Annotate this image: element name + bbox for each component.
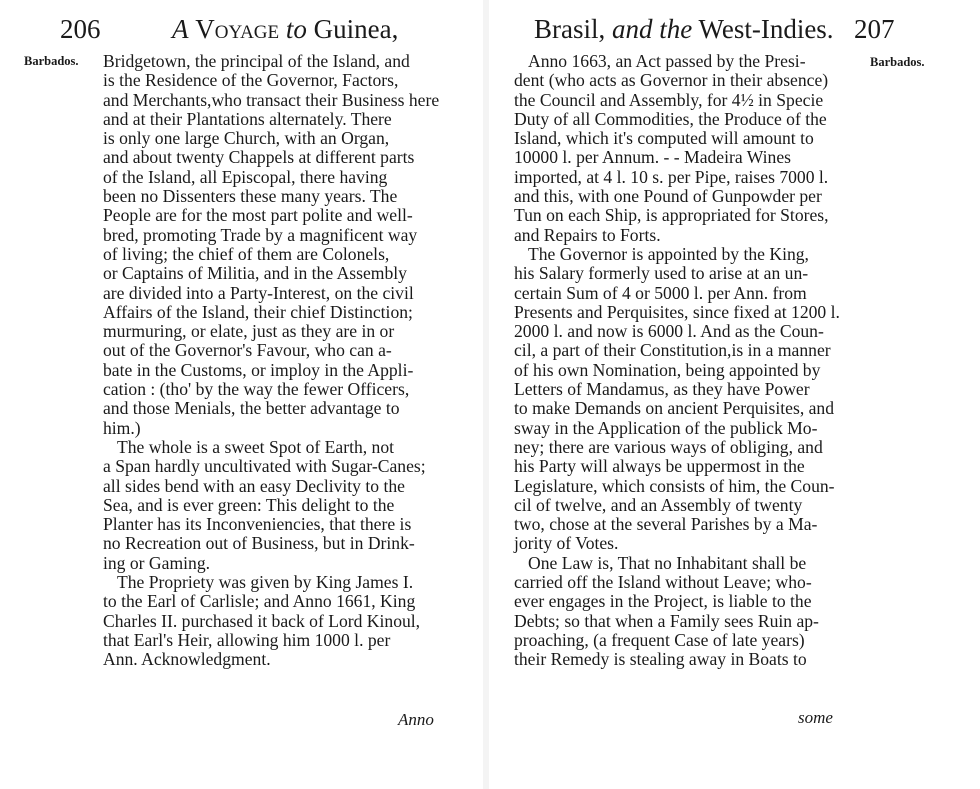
text-line: and at their Plantations alternately. There — [103, 108, 392, 129]
text-line: his Salary formerly used to arise at an un- — [514, 263, 809, 284]
text-line: been no Dissenters these many years. The — [103, 186, 398, 207]
text-line: ney; there are various ways of obliging, and — [514, 436, 823, 457]
text-line: of his own Nomination, being appointed by — [514, 359, 821, 380]
text-line: no Recreation out of Business, but in Drink- — [103, 533, 415, 554]
text-line: Bridgetown, the principal of the Island, and — [103, 51, 410, 71]
text-line: proaching, (a frequent Case of late years) — [514, 629, 805, 650]
text-line: cil of twelve, and an Assembly of twenty — [514, 494, 803, 515]
paragraph-start: Anno 1663, an Act passed by the Presi- — [528, 51, 806, 71]
catchword: Anno — [398, 710, 434, 729]
text-line: cil, a part of their Constitution,is in a manner — [514, 340, 831, 361]
text-line: or Captains of Militia, and in the Assembly — [103, 263, 407, 284]
text-line: cation : (tho' by the way the fewer Officers, — [103, 379, 410, 400]
text-line: him.) — [103, 417, 141, 438]
text-line: carried off the Island without Leave; who- — [514, 572, 812, 593]
text-line: jority of Votes. — [514, 533, 619, 554]
text-line: two, chose at the several Parishes by a Ma- — [514, 514, 818, 535]
text-line: dent (who acts as Governor in their absence) — [514, 70, 829, 91]
text-line: and those Menials, the better advantage to — [103, 398, 400, 419]
text-line: Island, which it's computed will amount to — [514, 128, 814, 149]
margin-note: Barbados. — [24, 54, 79, 68]
text-line: 10000 l. per Annum. - - Madeira Wines — [514, 147, 791, 168]
text-line: out of the Governor's Favour, who can a- — [103, 340, 392, 361]
running-title-region: West-Indies. — [698, 14, 834, 44]
running-title-connector: and the — [612, 14, 693, 44]
page-number: 206 — [60, 14, 101, 44]
text-line: Sea, and is ever green: This delight to the — [103, 494, 395, 515]
text-body — [514, 52, 850, 670]
running-title-place: Brasil, — [534, 14, 606, 44]
text-line: that Earl's Heir, allowing him 1000 l. per — [103, 629, 391, 650]
text-line: his Party will always be uppermost in the — [514, 456, 805, 477]
margin-note: Barbados. — [870, 55, 925, 69]
text-line: sway in the Application of the publick Mo- — [514, 417, 818, 438]
text-line: and this, with one Pound of Gunpowder per — [514, 186, 822, 207]
text-line: a Span hardly uncultivated with Sugar-Canes; — [103, 456, 426, 477]
running-title-word: Voyage — [195, 14, 280, 44]
catchword: some — [798, 708, 833, 727]
running-title-place: Guinea, — [313, 14, 399, 44]
text-line: and Repairs to Forts. — [514, 224, 661, 245]
text-line: Presents and Perquisites, since fixed at 1200 l. — [514, 301, 840, 322]
text-line: imported, at 4 l. 10 s. per Pipe, raises 7000 l. — [514, 166, 829, 187]
text-line: their Remedy is stealing away in Boats to — [514, 649, 807, 670]
text-line: Affairs of the Island, their chief Distinction; — [103, 301, 413, 322]
text-line: People are for the most part polite and well- — [103, 205, 413, 226]
text-line: ever engages in the Project, is liable to the — [514, 591, 812, 612]
running-title — [534, 14, 834, 45]
text-line: is the Residence of the Governor, Factors, — [103, 70, 399, 91]
text-line: Charles II. purchased it back of Lord Kinoul, — [103, 610, 421, 631]
text-line: 2000 l. and now is 6000 l. And as the Coun- — [514, 321, 824, 342]
page-number: 207 — [854, 14, 895, 44]
text-line: all sides bend with an easy Declivity to the — [103, 475, 405, 496]
paragraph-start: The Governor is appointed by the King, — [528, 243, 809, 264]
running-title — [172, 14, 398, 45]
text-line: murmuring, or elate, just as they are in or — [103, 321, 395, 342]
paragraph-start: One Law is, That no Inhabitant shall be — [528, 552, 807, 573]
text-line: Debts; so that when a Family sees Ruin ap- — [514, 610, 819, 631]
text-line: Planter has its Inconveniencies, that there is — [103, 514, 412, 535]
paragraph-start: The whole is a sweet Spot of Earth, not — [117, 436, 395, 457]
text-line: of the Island, all Episcopal, there having — [103, 166, 388, 187]
text-line: and Merchants,who transact their Business here — [103, 89, 440, 110]
text-line: are divided into a Party-Interest, on the civil — [103, 282, 414, 303]
gutter-divider — [483, 0, 489, 789]
text-line: Duty of all Commodities, the Produce of the — [514, 108, 827, 129]
text-line: Legislature, which consists of him, the Coun- — [514, 475, 835, 496]
left-page — [0, 0, 480, 789]
running-title-article: A — [172, 14, 189, 44]
text-body — [103, 52, 443, 670]
text-line: and about twenty Chappels at different parts — [103, 147, 415, 168]
text-line: of living; the chief of them are Colonels, — [103, 243, 390, 264]
paragraph-start: The Propriety was given by King James I. — [117, 572, 414, 593]
text-line: the Council and Assembly, for 4½ in Specie — [514, 89, 824, 110]
text-line: bred, promoting Trade by a magnificent way — [103, 224, 418, 245]
text-line: Letters of Mandamus, as they have Power — [514, 379, 810, 400]
text-line: bate in the Customs, or imploy in the Appli- — [103, 359, 414, 380]
running-title-preposition: to — [285, 14, 307, 44]
text-line: to make Demands on ancient Perquisites, and — [514, 398, 835, 419]
text-line: to the Earl of Carlisle; and Anno 1661, King — [103, 591, 416, 612]
text-line: ing or Gaming. — [103, 552, 211, 573]
text-line: Ann. Acknowledgment. — [103, 649, 271, 670]
text-line: certain Sum of 4 or 5000 l. per Ann. from — [514, 282, 807, 303]
right-page — [490, 0, 980, 789]
text-line: Tun on each Ship, is appropriated for Stores, — [514, 205, 829, 226]
text-line: is only one large Church, with an Organ, — [103, 128, 390, 149]
